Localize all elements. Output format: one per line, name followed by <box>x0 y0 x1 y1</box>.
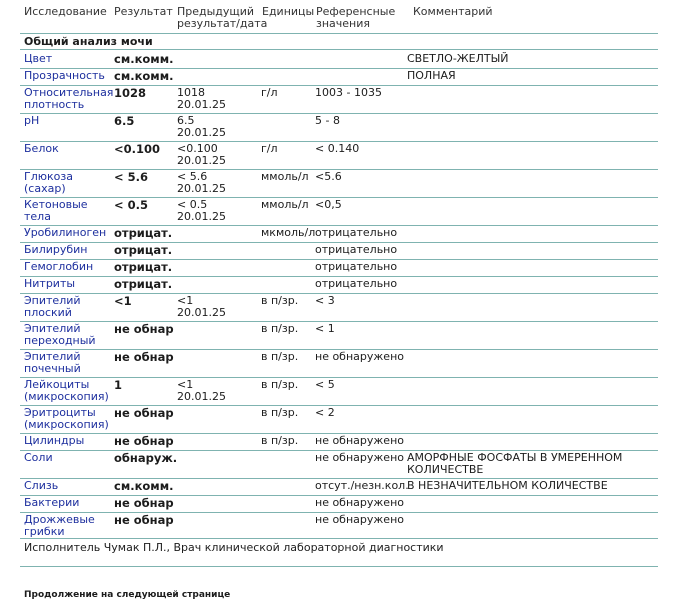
reference-range: < 1 <box>315 322 335 335</box>
result-value: отрицат. <box>114 277 173 291</box>
result-value: < 0.5 <box>114 198 149 212</box>
reference-range: отрицательно <box>315 226 398 239</box>
previous-result: <0.100 20.01.25 <box>177 142 226 167</box>
header-comment: Комментарий <box>413 5 493 18</box>
result-comment: АМОРФНЫЕ ФОСФАТЫ В УМЕРЕННОМ КОЛИЧЕСТВЕ <box>407 451 623 476</box>
performer: Исполнитель Чумак П.Л., Врач клинической лабораторной диагностики <box>24 541 444 554</box>
result-value: не обнар <box>114 350 174 364</box>
header-divider <box>20 33 658 34</box>
result-value: 1028 <box>114 86 147 100</box>
result-value: отрицат. <box>114 226 173 240</box>
reference-range: <5.6 <box>315 170 342 183</box>
result-value: 6.5 <box>114 114 135 128</box>
result-unit: мкмоль/л <box>261 226 316 239</box>
section-divider <box>20 49 658 50</box>
result-unit: ммоль/л <box>261 170 309 183</box>
result-name: Эпителий плоский <box>24 294 81 319</box>
result-value: обнаруж. <box>114 451 178 465</box>
result-name: Цилиндры <box>24 434 85 447</box>
result-unit: в п/зр. <box>261 378 299 391</box>
result-name: Эритроциты (микроскопия) <box>24 406 109 431</box>
result-value: см.комм. <box>114 69 174 83</box>
reference-range: < 2 <box>315 406 335 419</box>
result-name: Прозрачность <box>24 69 105 82</box>
reference-range: не обнаружено <box>315 451 404 464</box>
result-unit: в п/зр. <box>261 322 299 335</box>
previous-result: 6.5 20.01.25 <box>177 114 226 139</box>
row-divider <box>20 538 658 539</box>
result-name: Гемоглобин <box>24 260 94 273</box>
reference-range: < 0.140 <box>315 142 360 155</box>
result-value: не обнар <box>114 434 174 448</box>
result-name: Относительная плотность <box>24 86 114 111</box>
reference-range: отрицательно <box>315 277 398 290</box>
header-previous: Предыдущий результат/дата <box>177 5 268 30</box>
continued-note: Продолжение на следующей странице <box>24 590 231 600</box>
result-comment: СВЕТЛО-ЖЕЛТЫЙ <box>407 52 509 65</box>
reference-range: отсут./незн.кол. <box>315 479 409 492</box>
reference-range: < 3 <box>315 294 335 307</box>
footer-divider <box>20 566 658 567</box>
result-name: Эпителий почечный <box>24 350 81 375</box>
previous-result: <1 20.01.25 <box>177 378 226 403</box>
result-name: Белок <box>24 142 59 155</box>
reference-range: не обнаружено <box>315 513 404 526</box>
result-unit: ммоль/л <box>261 198 309 211</box>
header-reference: Референсные значения <box>316 5 396 30</box>
result-unit: в п/зр. <box>261 294 299 307</box>
result-value: не обнар <box>114 406 174 420</box>
reference-range: не обнаружено <box>315 350 404 363</box>
section-title: Общий анализ мочи <box>24 35 153 48</box>
reference-range: <0,5 <box>315 198 342 211</box>
reference-range: не обнаружено <box>315 496 404 509</box>
result-name: Бактерии <box>24 496 80 509</box>
result-unit: в п/зр. <box>261 406 299 419</box>
result-name: Дрожжевые грибки <box>24 513 95 538</box>
result-value: < 5.6 <box>114 170 149 184</box>
result-unit: г/л <box>261 142 278 155</box>
result-name: Соли <box>24 451 53 464</box>
previous-result: < 0.5 20.01.25 <box>177 198 226 223</box>
result-value: не обнар <box>114 513 174 527</box>
previous-result: 1018 20.01.25 <box>177 86 226 111</box>
reference-range: отрицательно <box>315 243 398 256</box>
result-value: отрицат. <box>114 243 173 257</box>
result-value: отрицат. <box>114 260 173 274</box>
result-value: не обнар <box>114 496 174 510</box>
result-unit: г/л <box>261 86 278 99</box>
result-name: Билирубин <box>24 243 88 256</box>
result-name: Уробилиноген <box>24 226 107 239</box>
header-units: Единицы <box>262 5 315 18</box>
result-name: Глюкоза (сахар) <box>24 170 73 195</box>
reference-range: не обнаружено <box>315 434 404 447</box>
result-name: Слизь <box>24 479 59 492</box>
result-value: <0.100 <box>114 142 161 156</box>
previous-result: <1 20.01.25 <box>177 294 226 319</box>
result-name: pH <box>24 114 40 127</box>
result-value: 1 <box>114 378 123 392</box>
result-name: Кетоновые тела <box>24 198 88 223</box>
result-name: Нитриты <box>24 277 76 290</box>
result-comment: ПОЛНАЯ <box>407 69 456 82</box>
result-value: см.комм. <box>114 52 174 66</box>
result-value: <1 <box>114 294 132 308</box>
result-value: см.комм. <box>114 479 174 493</box>
result-name: Цвет <box>24 52 53 65</box>
result-unit: в п/зр. <box>261 434 299 447</box>
reference-range: 5 - 8 <box>315 114 340 127</box>
result-unit: в п/зр. <box>261 350 299 363</box>
reference-range: < 5 <box>315 378 335 391</box>
previous-result: < 5.6 20.01.25 <box>177 170 226 195</box>
header-study: Исследование <box>24 5 107 18</box>
result-name: Лейкоциты (микроскопия) <box>24 378 109 403</box>
result-value: не обнар <box>114 322 174 336</box>
result-comment: В НЕЗНАЧИТЕЛЬНОМ КОЛИЧЕСТВЕ <box>407 479 608 492</box>
result-name: Эпителий переходный <box>24 322 96 347</box>
reference-range: отрицательно <box>315 260 398 273</box>
header-result: Результат <box>114 5 173 18</box>
reference-range: 1003 - 1035 <box>315 86 382 99</box>
